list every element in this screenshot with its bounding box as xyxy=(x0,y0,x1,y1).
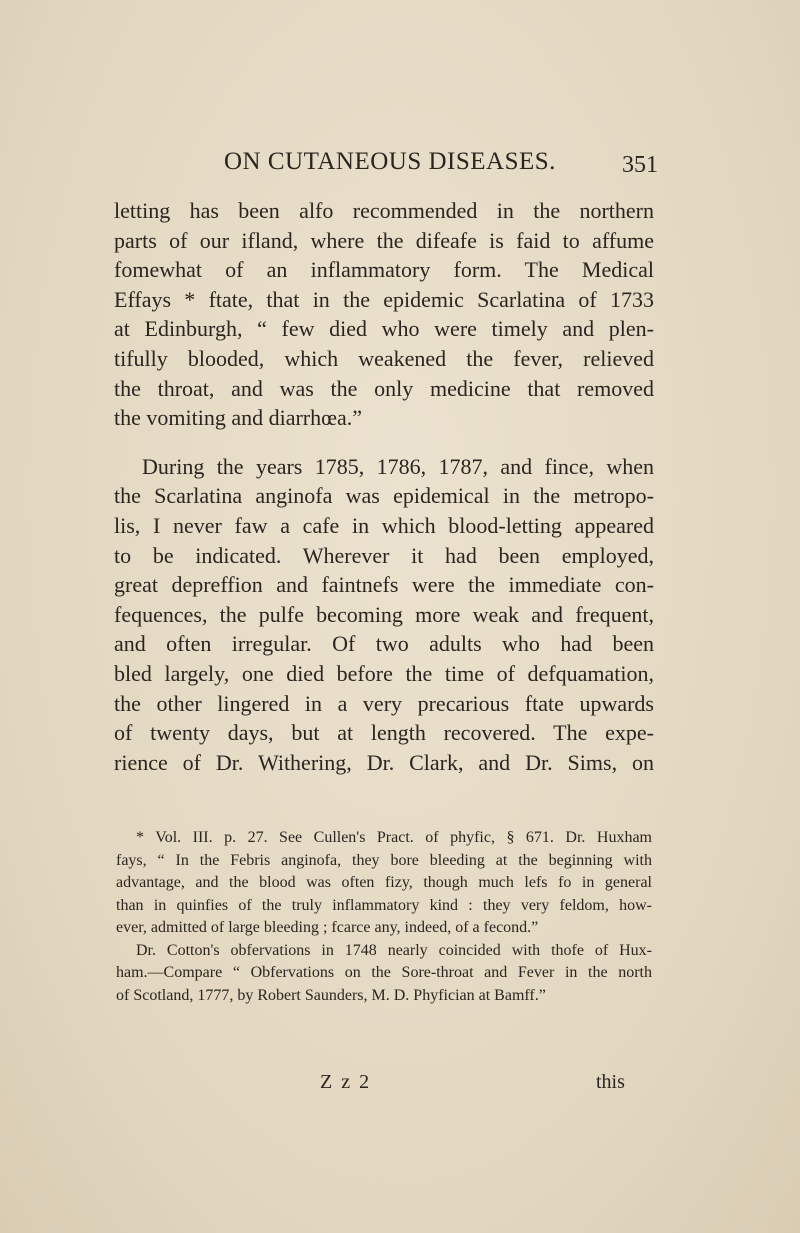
text-line: fequences, the pulfe becoming more weak and frequent, xyxy=(114,601,654,627)
footnote-line: than in quinfies of the truly inflammatory kind : they very feldom, how- xyxy=(116,896,652,914)
footnote-line: Dr. Cotton's obfervations in 1748 nearly coincided with thofe of Hux- xyxy=(136,941,652,959)
text-line: and often irregular. Of two adults who had been xyxy=(114,631,654,657)
page-number: 351 xyxy=(622,152,658,178)
paragraph-2 xyxy=(114,452,654,778)
running-head: ON CUTANEOUS DISEASES. xyxy=(224,148,556,175)
footnote-line: fays, “ In the Febris anginofa, they bore bleeding at the beginning with xyxy=(116,851,652,869)
text-line: letting has been alfo recommended in the northern xyxy=(114,198,654,223)
footnote-line: ham.—Compare “ Obfervations on the Sore-throat and Fever in the north xyxy=(116,964,652,981)
text-line: the other lingered in a very precarious ftate upwards xyxy=(114,690,654,716)
text-line: fomewhat of an inflammatory form. The Medical xyxy=(114,257,654,283)
text-line: the Scarlatina anginofa was epidemical in the metropo- xyxy=(114,483,654,509)
footnote-line: of Scotland, 1777, by Robert Saunders, M. D. Phyfician at Bamff.” xyxy=(116,986,546,1004)
page-footer xyxy=(0,1071,800,1101)
footnote xyxy=(116,827,652,1007)
paragraph-1 xyxy=(114,196,654,433)
footnote-line: * Vol. III. p. 27. See Cullen's Pract. of phyfic, § 671. Dr. Huxham xyxy=(136,829,652,846)
text-line: great depreffion and faintnefs were the immediate con- xyxy=(114,572,654,598)
text-line: of twenty days, but at length recovered. The expe- xyxy=(114,720,654,746)
footnote-line: advantage, and the blood was often fizy, though much lefs fo in general xyxy=(116,874,652,891)
footnote-line: ever, admitted of large bleeding ; fcarce any, indeed, of a fecond.” xyxy=(116,919,539,936)
body-text xyxy=(114,196,654,777)
text-line: bled largely, one died before the time of defquamation, xyxy=(114,660,654,686)
text-line: tifully blooded, which weakened the fever, relieved xyxy=(114,345,654,371)
catchword: this xyxy=(596,1071,625,1093)
page-header xyxy=(0,148,800,188)
text-line: lis, I never faw a cafe in which blood-letting appeared xyxy=(114,512,654,538)
text-line: the throat, and was the only medicine that removed xyxy=(114,375,654,401)
text-line: rience of Dr. Withering, Dr. Clark, and Dr. Sims, on xyxy=(114,749,654,775)
text-line: the vomiting and diarrhœa.” xyxy=(114,405,363,431)
text-line: at Edinburgh, “ few died who were timely and plen- xyxy=(114,316,654,342)
text-line: to be indicated. Wherever it had been employed, xyxy=(114,542,654,568)
signature-mark: Z z 2 xyxy=(320,1071,372,1093)
text-line: parts of our ifland, where the difeafe is faid to affume xyxy=(114,227,654,253)
text-line: During the years 1785, 1786, 1787, and fince, when xyxy=(142,453,654,479)
text-line: Effays * ftate, that in the epidemic Scarlatina of 1733 xyxy=(114,286,654,312)
